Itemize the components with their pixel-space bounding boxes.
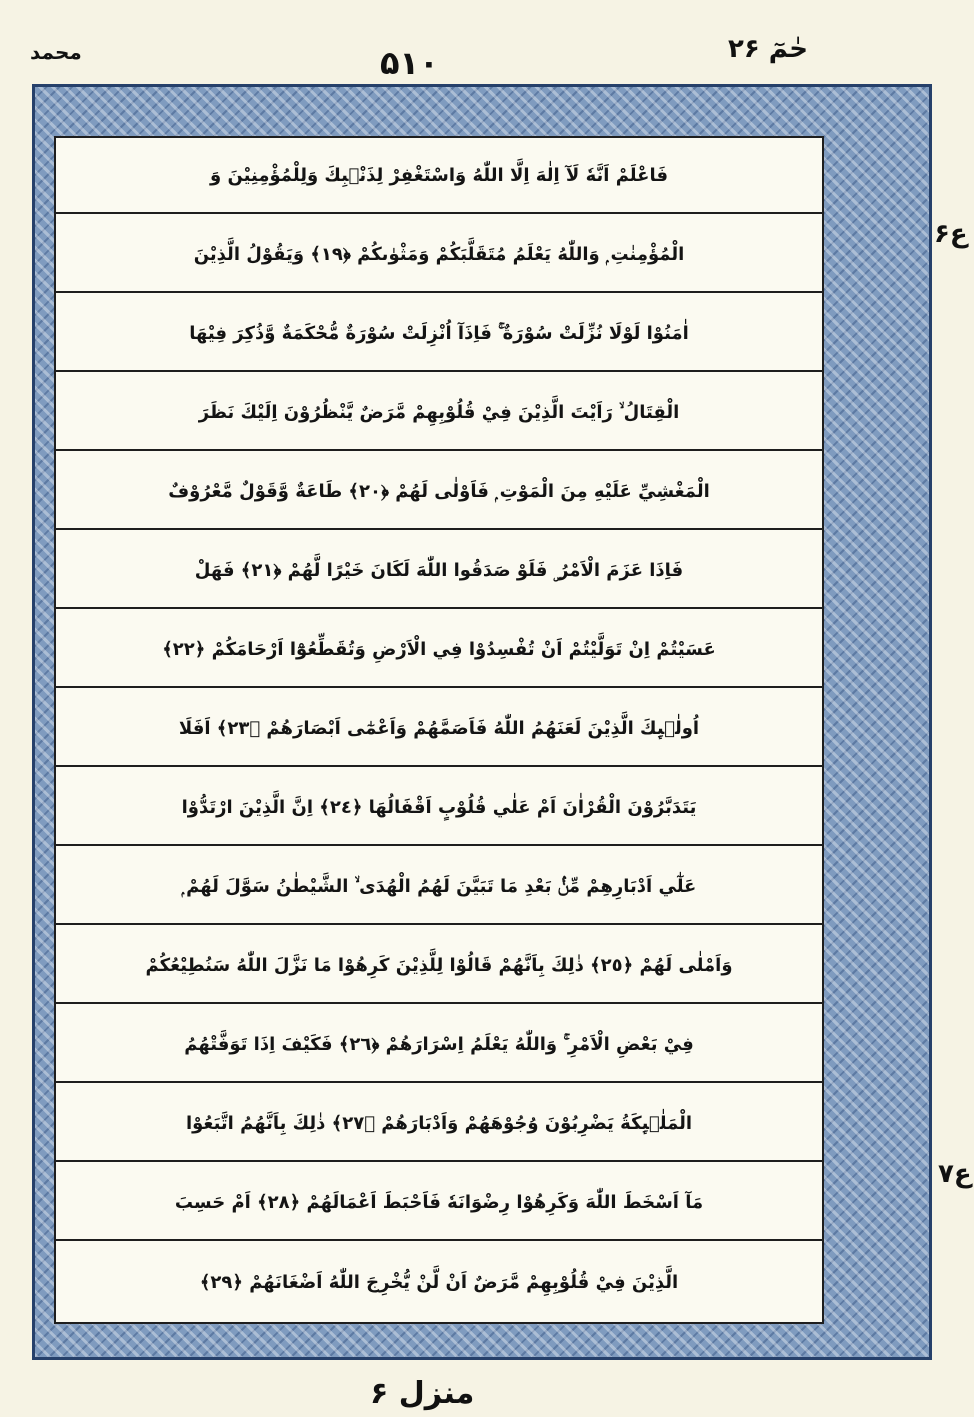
verse-line-3: اٰمَنُوْا لَوْلَا نُزِّلَتْ سُوْرَةٌ ۚ فَاِذَآ اُنْزِلَتْ سُوْرَةٌ مُّحْكَمَةٌ وَّذُكِرَ فِيْهَا: [56, 296, 822, 372]
verse-line-10: عَلٰٓي اَدْبَارِهِمْ مِّنْۢ بَعْدِ مَا تَبَيَّنَ لَهُمُ الْهُدَى ۙ الشَّيْطٰنُ سَوَّلَ لَهُمْ ۭ: [56, 849, 822, 925]
verse-line-1: فَاعْلَمْ اَنَّهٗ لَآ اِلٰهَ اِلَّا اللّٰهُ وَاسْتَغْفِرْ لِذَنْۢبِكَ وَلِلْمُؤْمِنِيْنَ وَ: [56, 138, 822, 214]
verse-line-4: الْقِتَالُ ۙ رَاَيْتَ الَّذِيْنَ فِيْ قُلُوْبِهِمْ مَّرَضٌ يَّنْظُرُوْنَ اِلَيْكَ نَظَرَ: [56, 375, 822, 451]
surah-name-header: محمد: [30, 40, 82, 64]
verse-line-6: فَاِذَا عَزَمَ الْاَمْرُ ۣ فَلَوْ صَدَقُوا اللّٰهَ لَكَانَ خَيْرًا لَّهُمْ ﴿٢١﴾ فَهَلْ: [56, 533, 822, 609]
verse-line-9: يَتَدَبَّرُوْنَ الْقُرْاٰنَ اَمْ عَلٰي قُلُوْبٍ اَقْفَالُهَا ﴿٢٤﴾ اِنَّ الَّذِيْنَ ارْتَدُّوْا: [56, 770, 822, 846]
verse-line-2: الْمُؤْمِنٰتِ ۭ وَاللّٰهُ يَعْلَمُ مُتَقَلَّبَكُمْ وَمَثْوٰىكُمْ ﴿١٩﴾ وَيَقُوْلُ الَّذِيْنَ: [56, 217, 822, 293]
verse-line-15: الَّذِيْنَ فِيْ قُلُوْبِهِمْ مَّرَضٌ اَنْ لَّنْ يُّخْرِجَ اللّٰهُ اَضْغَانَهُمْ ﴿٢٩﴾: [199, 1271, 679, 1293]
text-panel: [54, 136, 824, 1324]
manzil-footer: منزل ۶: [370, 1376, 475, 1411]
verse-line-13: الْمَلٰۗىِٕكَةُ يَضْرِبُوْنَ وُجُوْهَهُمْ وَاَدْبَارَهُمْ ﴿٢٧﴾ ذٰلِكَ بِاَنَّهُمُ اتَّبَعُوْا: [56, 1086, 822, 1162]
verse-lines: [56, 138, 822, 1322]
page-number: ۵۱۰: [380, 44, 439, 82]
verse-line-7: عَسَيْتُمْ اِنْ تَوَلَّيْتُمْ اَنْ تُفْسِدُوْا فِي الْاَرْضِ وَتُقَطِّعُوْٓا اَرْحَامَكُمْ ﴿٢٢﴾: [56, 612, 822, 688]
juz-header: حٰمٓ ۲۶: [728, 34, 808, 64]
ruku-marker-top: ع۶: [934, 219, 968, 249]
ruku-marker-bottom: ع۷: [938, 1159, 972, 1189]
verse-line-8: اُولٰۗىِٕكَ الَّذِيْنَ لَعَنَهُمُ اللّٰهُ فَاَصَمَّهُمْ وَاَعْمٰٓى اَبْصَارَهُمْ ﴿٢٣﴾ اَفَلَا: [56, 691, 822, 767]
verse-line-12: فِيْ بَعْضِ الْاَمْرِ ۚ وَاللّٰهُ يَعْلَمُ اِسْرَارَهُمْ ﴿٢٦﴾ فَكَيْفَ اِذَا تَوَفَّتْهُمُ: [56, 1007, 822, 1083]
verse-line-14: مَآ اَسْخَطَ اللّٰهَ وَكَرِهُوْا رِضْوَانَهٗ فَاَحْبَطَ اَعْمَالَهُمْ ﴿٢٨﴾ اَمْ حَسِبَ: [56, 1165, 822, 1241]
verse-line-11: وَاَمْلٰى لَهُمْ ﴿٢٥﴾ ذٰلِكَ بِاَنَّهُمْ قَالُوْا لِلَّذِيْنَ كَرِهُوْا مَا نَزَّلَ اللّٰهُ سَنُطِيْعُكُمْ: [56, 928, 822, 1004]
verse-line-5: الْمَغْشِيِّ عَلَيْهِ مِنَ الْمَوْتِ ۭ فَاَوْلٰى لَهُمْ ﴿٢٠﴾ طَاعَةٌ وَّقَوْلٌ مَّعْرُوْفٌ: [56, 454, 822, 530]
